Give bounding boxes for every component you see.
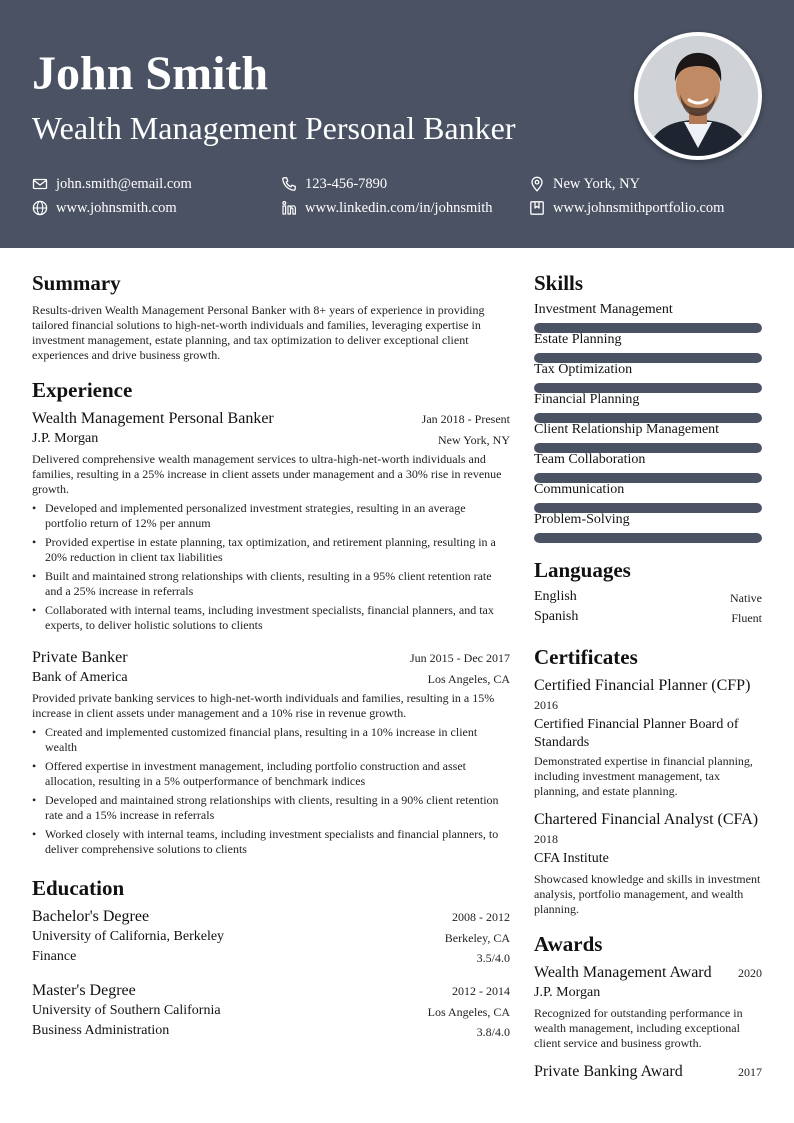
contact-email[interactable] xyxy=(32,174,192,194)
skill-fill xyxy=(534,533,762,543)
list-item: • Built and maintained strong relationships with clients, resulting in a 95% client retention rate and a 25% increase in referrals xyxy=(32,569,510,599)
job-company: J.P. Morgan xyxy=(32,431,99,446)
language-level: Native xyxy=(730,591,762,605)
location-text: New York, NY xyxy=(553,176,641,192)
experience-heading: Experience xyxy=(32,378,133,402)
email-text: john.smith@email.com xyxy=(56,176,192,192)
job-company: Bank of America xyxy=(32,670,128,685)
candidate-title: Wealth Management Personal Banker xyxy=(32,110,516,146)
edu-school: University of Southern California xyxy=(32,1003,221,1018)
linkedin-icon xyxy=(281,200,297,216)
phone-icon xyxy=(281,176,297,192)
list-item: • Offered expertise in investment management, including portfolio construction and asset allocation, resulting in a 5% outperformance of benchmark indices xyxy=(32,759,510,789)
edu-dates: 2008 - 2012 xyxy=(452,910,510,924)
summary-heading: Summary xyxy=(32,271,121,295)
edu-degree: Master's Degree xyxy=(32,982,136,999)
edu-degree: Bachelor's Degree xyxy=(32,908,150,925)
edu-dates: 2012 - 2014 xyxy=(452,984,510,998)
language-level: Fluent xyxy=(731,611,762,625)
list-item: • Collaborated with internal teams, including investment specialists, financial planners, and tax experts, to deliver holistic solutions to clients xyxy=(32,603,510,633)
job-role: Private Banker xyxy=(32,649,128,666)
edu-gpa: 3.8/4.0 xyxy=(476,1025,510,1039)
cert-issuer: CFA Institute xyxy=(534,851,609,866)
candidate-name: John Smith xyxy=(32,47,269,100)
globe-icon xyxy=(32,200,48,216)
award-year: 2017 xyxy=(738,1065,762,1079)
list-item: • Created and implemented customized financial plans, resulting in a 10% increase in client wealth xyxy=(32,725,510,755)
award-name: Wealth Management Award xyxy=(534,964,712,981)
portfolio-icon xyxy=(529,200,545,216)
job-dates: Jan 2018 - Present xyxy=(421,412,510,426)
profile-photo xyxy=(634,32,762,160)
skill-label: Investment Management xyxy=(534,302,673,317)
edu-field: Finance xyxy=(32,949,77,964)
list-item: • Worked closely with internal teams, including investment specialists and financial planners, to deliver comprehensive solutions to clients xyxy=(32,827,510,857)
cert-description: Showcased knowledge and skills in investment analysis, portfolio management, and wealth planning. xyxy=(534,872,761,916)
mail-icon xyxy=(32,176,48,192)
job-bullets xyxy=(32,501,510,637)
education-heading: Education xyxy=(32,876,125,900)
cert-year: 2018 xyxy=(534,832,558,846)
job-dates: Jun 2015 - Dec 2017 xyxy=(410,651,510,665)
skills-heading: Skills xyxy=(534,271,584,295)
linkedin-text: www.linkedin.com/in/johnsmith xyxy=(305,200,493,216)
award-issuer: J.P. Morgan xyxy=(534,985,601,1000)
edu-field: Business Administration xyxy=(32,1023,170,1038)
edu-location: Los Angeles, CA xyxy=(427,1005,510,1019)
skill-label: Estate Planning xyxy=(534,332,622,347)
cert-name: Certified Financial Planner (CFP) xyxy=(534,677,751,694)
cert-description: Demonstrated expertise in financial planning, including investment management, tax planning, and estate planning. xyxy=(534,754,753,798)
language-name: English xyxy=(534,589,577,604)
contact-website[interactable] xyxy=(32,198,177,218)
portfolio-text: www.johnsmithportfolio.com xyxy=(553,200,725,216)
skill-label: Communication xyxy=(534,482,625,497)
awards-heading: Awards xyxy=(534,932,603,956)
location-pin-icon xyxy=(529,176,545,192)
cert-year: 2016 xyxy=(534,698,558,712)
edu-location: Berkeley, CA xyxy=(444,931,510,945)
cert-name: Chartered Financial Analyst (CFA) xyxy=(534,811,759,828)
list-item: • Developed and implemented personalized investment strategies, resulting in an average portfolio return of 12% per annum xyxy=(32,501,510,531)
phone-text: 123-456-7890 xyxy=(305,176,388,192)
contact-linkedin[interactable] xyxy=(281,198,493,218)
list-item: • Developed and maintained strong relationships with clients, resulting in a 90% client retention rate and a 15% increase in referrals xyxy=(32,793,510,823)
edu-gpa: 3.5/4.0 xyxy=(476,951,510,965)
certificates-heading: Certificates xyxy=(534,645,638,669)
contact-phone[interactable] xyxy=(281,174,387,194)
list-item: • Provided expertise in estate planning, tax optimization, and retirement planning, resulting in a 20% reduction in client tax liabilities xyxy=(32,535,510,565)
job-role: Wealth Management Personal Banker xyxy=(32,410,274,427)
header xyxy=(0,0,794,248)
cert-issuer: Certified Financial Planner Board of Standards xyxy=(534,717,739,750)
skill-label: Team Collaboration xyxy=(534,452,646,467)
award-year: 2020 xyxy=(738,966,762,980)
job-location: New York, NY xyxy=(437,433,510,447)
job-description: Delivered comprehensive wealth management services to ultra-high-net-worth individuals and families, resulting in a 25% increase in client assets under management and a 30% rise in revenue growth. xyxy=(32,452,502,496)
skill-label: Tax Optimization xyxy=(534,362,633,377)
languages-heading: Languages xyxy=(534,558,631,582)
contact-location xyxy=(529,174,640,194)
job-location: Los Angeles, CA xyxy=(427,672,510,686)
edu-school: University of California, Berkeley xyxy=(32,929,225,944)
skill-label: Client Relationship Management xyxy=(534,422,720,437)
contact-portfolio[interactable] xyxy=(529,198,724,218)
job-bullets xyxy=(32,725,510,861)
language-name: Spanish xyxy=(534,609,579,624)
summary-text: Results-driven Wealth Management Personal Banker with 8+ years of experience in providing tailored financial solutions to high-net-worth individuals and families, leveraging expertise in investment management, estate planning, and tax optimization to deliver exceptional client experiences and drive business growth. xyxy=(32,303,485,362)
award-name: Private Banking Award xyxy=(534,1063,683,1080)
skill-label: Problem-Solving xyxy=(534,512,630,527)
skill-bar xyxy=(534,533,762,543)
website-text: www.johnsmith.com xyxy=(56,200,177,216)
job-description: Provided private banking services to high-net-worth individuals and families, resulting in a 15% increase in client assets under management and a 10% rise in revenue growth. xyxy=(32,691,495,720)
award-description: Recognized for outstanding performance in wealth management, including exceptional client service and business growth. xyxy=(534,1006,743,1050)
skill-label: Financial Planning xyxy=(534,392,640,407)
